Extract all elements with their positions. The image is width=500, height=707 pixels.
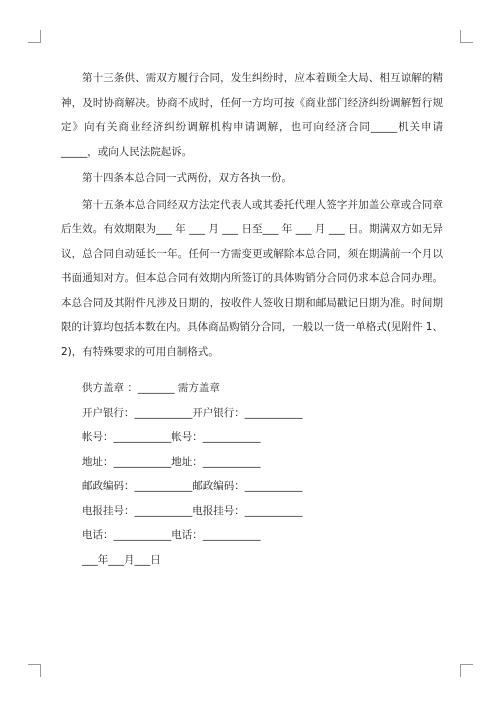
telegraph-line: 电报挂号：___________电报挂号：___________ <box>82 504 303 517</box>
seal-line: 供方盖章 ：_______ 需方盖章 <box>82 382 220 394</box>
account-line: 帐号：___________帐号：___________ <box>82 431 261 443</box>
article-15-paragraph: 第十五条本总合同经双方法定代表人或其委托代理人签字并加盖公章或合同章后生效。有效期限为___ 年 ___ 月 ___ 日至___ 年 ___ 月 ___ 日。期满双方如无异议，总合同自动延长一年。任何一方需变更或解除本总合同，须在期满前一个月以书面通知对方。但本总合同有效期内所签订的具体购销分合同仍求本总合同办理。本总合同及其附件凡涉及日期的，按收件人签收日期和邮局戳记日期为准。时间期限的计算均包括本数在内。具体商品购销分合同，一般以一货一单格式(见附件 1、2)，有特殊要求的可用自制格式。 <box>61 198 443 358</box>
crop-mark-top-left <box>28 30 41 43</box>
document-page <box>61 66 443 572</box>
article-13-paragraph: 第十三条供、需双方履行合同，发生纠纷时，应本着顾全大局、相互谅解的精神，及时协商解决。协商不成时，任何一方均可按《商业部门经济纠纷调解暂行规定》向有关商业经济纠纷调解机构申请调解，也可向经济合同_____机关申请_____，或向人民法院起诉。 <box>61 72 443 158</box>
date-line: ___年___月___日 <box>82 553 161 566</box>
bank-line: 开户银行：___________开户银行：___________ <box>82 406 303 419</box>
address-line: 地址：___________地址：___________ <box>82 455 261 468</box>
crop-mark-bottom-right <box>460 664 473 677</box>
postcode-line: 邮政编码：___________邮政编码：___________ <box>82 480 303 492</box>
article-14-paragraph: 第十四条本总合同一式两份，双方各执一份。 <box>82 172 292 184</box>
phone-line: 电话：___________电话：___________ <box>82 529 261 541</box>
crop-mark-top-right <box>460 30 473 43</box>
signature-block <box>61 376 443 572</box>
crop-mark-bottom-left <box>28 664 41 677</box>
